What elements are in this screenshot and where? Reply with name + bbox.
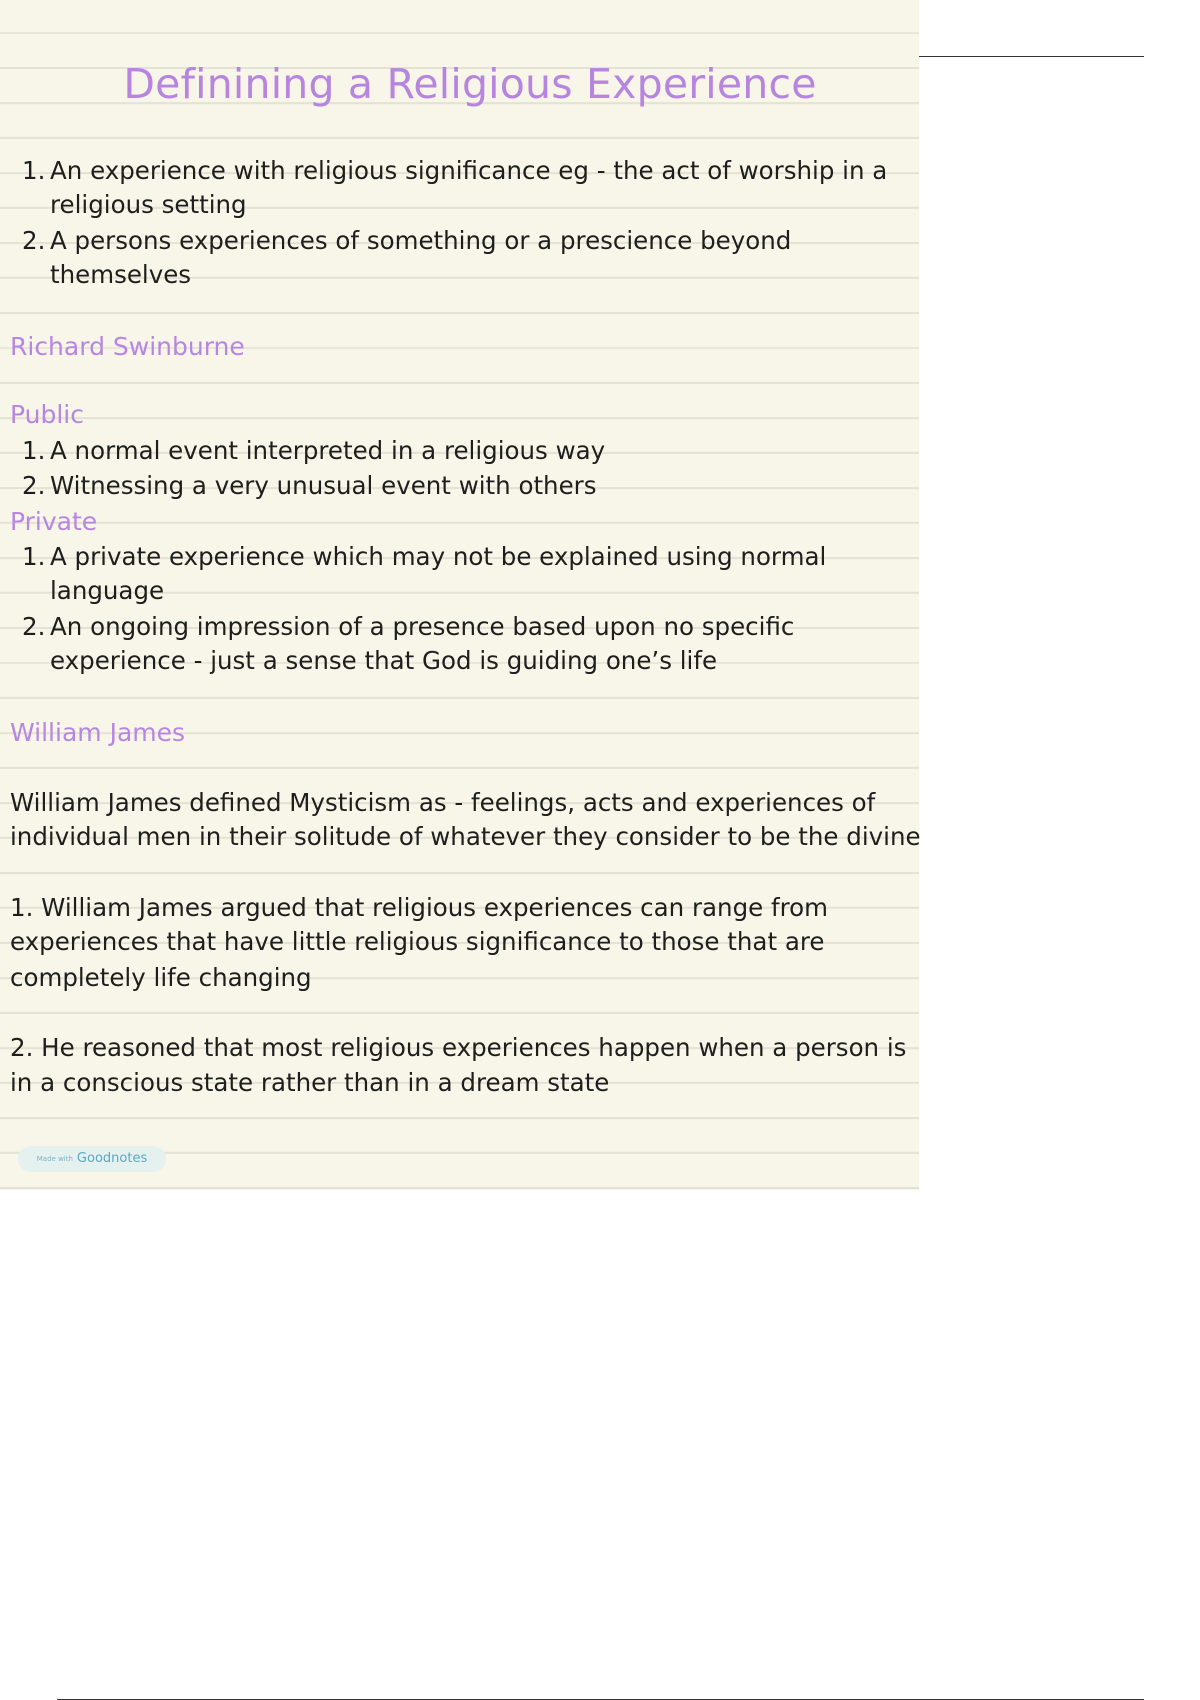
james-point-1-line-1: 1. William James argued that religious experiences can range from	[10, 893, 828, 922]
definition-2-line-1: A persons experiences of something or a prescience beyond	[50, 226, 792, 255]
private-item-1-number: 1.	[22, 542, 46, 571]
private-item-2-line-1: An ongoing impression of a presence based upon no specific	[50, 612, 795, 641]
public-item-1: A normal event interpreted in a religious way	[50, 436, 606, 465]
definition-1-line-2: religious setting	[50, 190, 247, 219]
private-item-2-number: 2.	[22, 612, 46, 641]
section-heading-james: William James	[10, 718, 186, 747]
section-heading-swinburne: Richard Swinburne	[10, 332, 245, 361]
badge-brand: Goodnotes	[76, 1151, 148, 1166]
private-item-1-line-2: language	[50, 576, 165, 605]
definition-1-number: 1.	[22, 156, 46, 185]
private-item-1-line-1: A private experience which may not be explained using normal	[50, 542, 827, 571]
james-point-2-line-1: 2. He reasoned that most religious experiences happen when a person is	[10, 1033, 907, 1062]
private-item-2-line-2: experience - just a sense that God is guiding one’s life	[50, 646, 718, 675]
james-definition-line-1: William James defined Mysticism as - feelings, acts and experiences of	[10, 788, 876, 817]
definition-2-number: 2.	[22, 226, 46, 255]
definition-2-line-2: themselves	[50, 260, 192, 289]
definition-1-line-1: An experience with religious significance eg - the act of worship in a	[50, 156, 888, 185]
public-item-1-number: 1.	[22, 436, 46, 465]
james-definition-line-2: individual men in their solitude of whatever they consider to be the divine	[10, 822, 921, 851]
james-point-1-line-3: completely life changing	[10, 963, 312, 992]
public-item-2: Witnessing a very unusual event with others	[50, 471, 597, 500]
james-point-2-line-2: in a conscious state rather than in a dream state	[10, 1068, 610, 1097]
top-rule-line	[919, 56, 1144, 57]
subheading-private: Private	[10, 507, 98, 536]
made-with-goodnotes-badge	[18, 1146, 166, 1172]
public-item-2-number: 2.	[22, 471, 46, 500]
badge-prefix: Made with	[36, 1155, 73, 1163]
page-title: Definining a Religious Experience	[123, 60, 817, 108]
james-point-1-line-2: experiences that have little religious significance to those that are	[10, 927, 825, 956]
subheading-public: Public	[10, 400, 84, 429]
